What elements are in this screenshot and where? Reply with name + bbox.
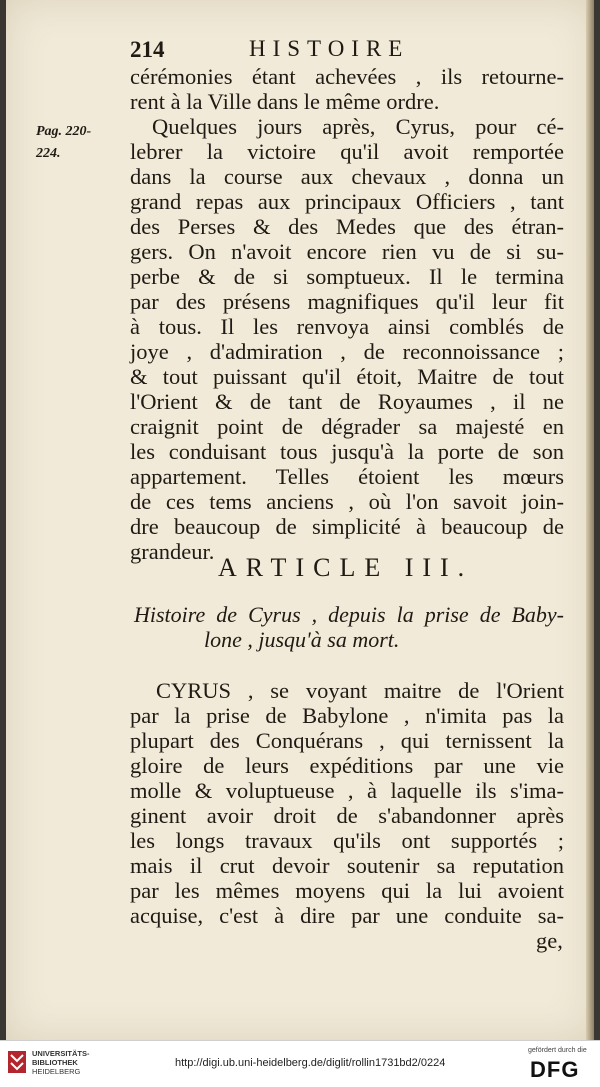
text-line: gloire de leurs expéditions par une vie [130,753,564,778]
text-line: par la prise de Babylone , n'imita pas la [130,703,564,728]
text-line: acquise, c'est à dire par une conduite sa- [130,903,564,928]
margin-note-line1: Pag. 220- [36,124,92,139]
text-line: les conduisant tous jusqu'à la porte de son [130,439,564,464]
subtitle-line2: lone , jusqu'à sa mort. [204,627,400,652]
text-line: par les mêmes moyens qui la lui avoient [130,878,564,903]
page-number: 214 [130,37,165,62]
text-line: mais il crut devoir soutenir sa reputation [130,853,564,878]
text-line: appartement. Telles étoient les mœurs [130,464,564,489]
text-line: grandeur. [130,539,215,564]
text-line: molle & voluptueuse , à laquelle ils s'ima- [130,778,564,803]
text-line: cérémonies étant achevées , ils retourne- [130,64,564,89]
institution-line: UNIVERSITÄTS- [32,1049,90,1058]
institution-line: HEIDELBERG [32,1067,81,1076]
page-edge [586,0,594,1040]
text-line: gers. On n'avoit encore rien vu de si su- [130,239,564,264]
margin-note-line2: 224. [36,146,61,161]
viewer-footer [0,1040,600,1087]
text-line: par des présens magnifiques qu'il leur fit [130,289,564,314]
text-line: CYRUS , se voyant maitre de l'Orient [156,678,564,703]
text-line: de ces tems anciens , où l'on savoit join- [130,489,564,514]
dfg-logo: DFG [530,1057,580,1082]
text-line: grand repas aux principaux Officiers , tant [130,189,564,214]
permalink-url[interactable]: http://digi.ub.uni-heidelberg.de/diglit/rollin1731bd2/0224 [175,1057,446,1069]
institution-name [32,1049,90,1076]
text-line: & tout puissant qu'il étoit, Maitre de tout [130,364,564,389]
running-title: HISTOIRE [249,36,410,61]
text-line: les longs travaux qu'ils ont supportés ; [130,828,564,853]
text-line: craignit point de dégrader sa majesté en [130,414,564,439]
text-line: perbe & de si somptueux. Il le termina [130,264,564,289]
text-line: l'Orient & de tant de Royaumes , il ne [130,389,564,414]
article-heading: ARTICLE III. [218,553,474,582]
institution-line: BIBLIOTHEK [32,1058,78,1067]
text-line: lebrer la victoire qu'il avoit remportée [130,139,564,164]
text-line: dans la course aux chevaux , donna un [130,164,564,189]
funding-label: gefördert durch die [528,1047,587,1054]
text-line: rent à la Ville dans le même ordre. [130,89,440,114]
text-line: joye , d'admiration , de reconnoissance ; [130,339,564,364]
text-line: à tous. Il les renvoya ainsi comblés de [130,314,564,339]
text-line: dre beaucoup de simplicité à beaucoup de [130,514,564,539]
catchword: ge, [536,928,563,953]
text-line: Quelques jours après, Cyrus, pour cé- [152,114,564,139]
subtitle-line1: Histoire de Cyrus , depuis la prise de Baby- [134,602,564,627]
university-logo-icon [8,1051,26,1073]
book-page [6,0,594,1040]
text-line: plupart des Conquérans , qui ternissent la [130,728,564,753]
text-line: des Perses & des Medes que des étran- [130,214,564,239]
text-line: ginent avoir droit de s'abandonner après [130,803,564,828]
